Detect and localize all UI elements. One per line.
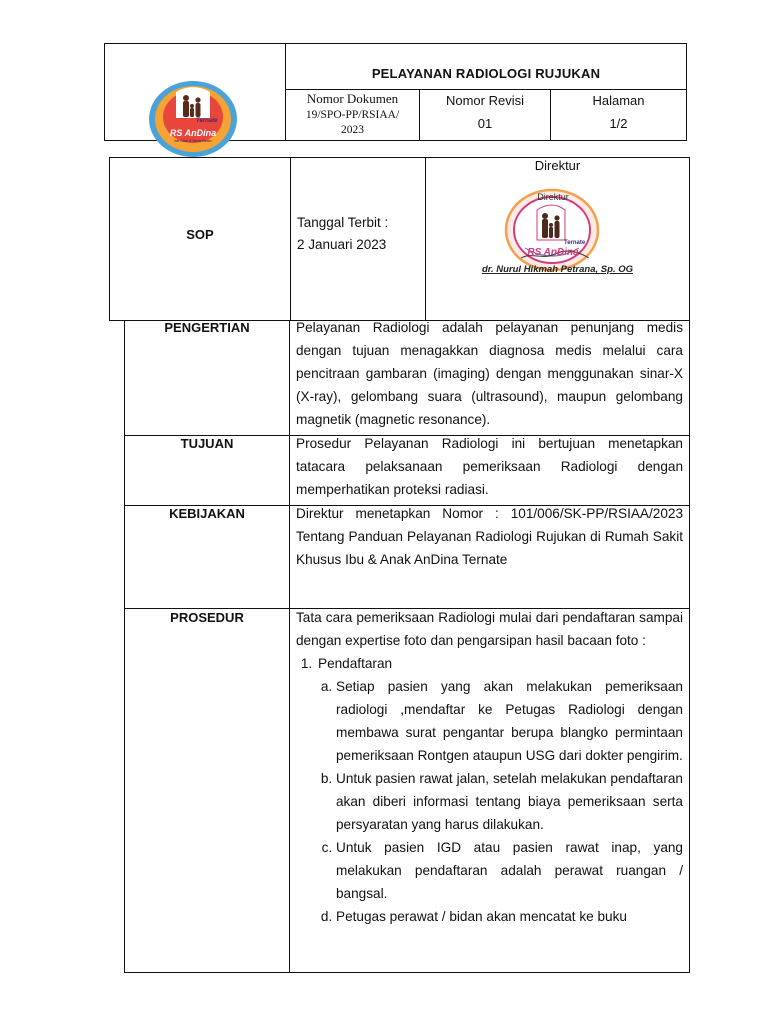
tujuan-text: Prosedur Pelayanan Radiologi ini bertujuan menetapkan tatacara pelaksanaan pemeriksaan Radiologi dengan memperhatikan proteksi radiasi. bbox=[296, 436, 683, 497]
prosedur-intro: Tata cara pemeriksaan Radiologi mulai dari pendaftaran sampai dengan expertise foto dan pengarsipan hasil bacaan foto : bbox=[296, 610, 683, 648]
tanggal-terbit-label: Tanggal Terbit : bbox=[297, 215, 389, 230]
document-title: PELAYANAN RADIOLOGI RUJUKAN bbox=[371, 66, 601, 81]
pengertian-text: Pelayanan Radiologi adalah pelayanan penunjang medis dengan tujuan menagakkan diagnosa medis melalui cara pencitraan gambaran (imaging) dengan menggunakan sinar-X (X-ray), gelombang suara (ultrasound), maupun gelombang magnetik (magnetic resonance). bbox=[296, 320, 683, 427]
substep-item: c. Untuk pasien IGD atau pasien rawat inap, yang melakukan pendaftaran adalah perawat ruangan / bangsal. bbox=[336, 836, 683, 905]
stamp-name-text: RS AnDina bbox=[527, 247, 579, 258]
body-table-mid-border bbox=[289, 320, 290, 973]
step-substeps bbox=[318, 675, 683, 928]
logo-name-text: RS AnDina bbox=[169, 128, 217, 138]
nomor-dokumen-value-line2: 2023 bbox=[341, 124, 364, 136]
hospital-logo bbox=[146, 78, 240, 160]
nomor-revisi-label: Nomor Revisi bbox=[445, 93, 524, 108]
substep-item: d. Petugas perawat / bidan akan mencatat ke buku bbox=[336, 905, 683, 928]
direktur-label: Direktur bbox=[534, 158, 581, 173]
substep-item: a. Setiap pasien yang akan melakukan pemeriksaan radiologi ,mendaftar ke Petugas Radiologi dengan membawa surat pengantar berupa blangko permintaan pemeriksaan Rontgen ataupun USG dari dokter pengirim. bbox=[336, 675, 683, 767]
stamp-top-text: Direktur bbox=[537, 192, 569, 202]
body-table-bottom-border bbox=[124, 972, 690, 973]
stamp-city-text: Ternate bbox=[564, 240, 586, 246]
pengertian-label: PENGERTIAN bbox=[164, 320, 250, 335]
halaman-label: Halaman bbox=[592, 93, 645, 108]
prosedur-steps bbox=[296, 652, 683, 928]
kebijakan-label: KEBIJAKAN bbox=[169, 506, 245, 521]
prosedur-content bbox=[296, 606, 683, 970]
halaman-value: 1/2 bbox=[609, 116, 628, 131]
step-title: Pendaftaran bbox=[318, 656, 393, 671]
body-table-left-border bbox=[124, 320, 125, 973]
substep-item: b. Untuk pasien rawat jalan, setelah melakukan pendaftaran akan diberi informasi tentang biaya pemeriksaan serta persyaratan yang harus dilakukan. bbox=[336, 767, 683, 836]
nomor-dokumen-label: Nomor Dokumen bbox=[306, 91, 399, 106]
director-signatory: dr. Nurul Hikmah Petrana, Sp. OG bbox=[482, 264, 633, 275]
prosedur-label: PROSEDUR bbox=[170, 610, 244, 625]
sop-label: SOP bbox=[186, 227, 214, 242]
logo-city-text: Ternate bbox=[196, 118, 218, 124]
tanggal-terbit-value: 2 Januari 2023 bbox=[297, 237, 387, 252]
nomor-dokumen-value-line1: 19/SPO-PP/RSIAA/ bbox=[305, 109, 400, 121]
prosedur-step bbox=[316, 652, 683, 928]
kebijakan-text: Direktur menetapkan Nomor : 101/006/SK-PP/RSIAA/2023 Tentang Panduan Pelayanan Radiologi Rujukan di Rumah Sakit Khusus Ibu & Anak AnDina Ternate bbox=[296, 506, 683, 567]
body-table-right-border bbox=[689, 320, 690, 973]
nomor-revisi-value: 01 bbox=[477, 116, 493, 131]
logo-tagline-text: We Care & Serve Better bbox=[174, 139, 212, 143]
tujuan-label: TUJUAN bbox=[180, 436, 234, 451]
